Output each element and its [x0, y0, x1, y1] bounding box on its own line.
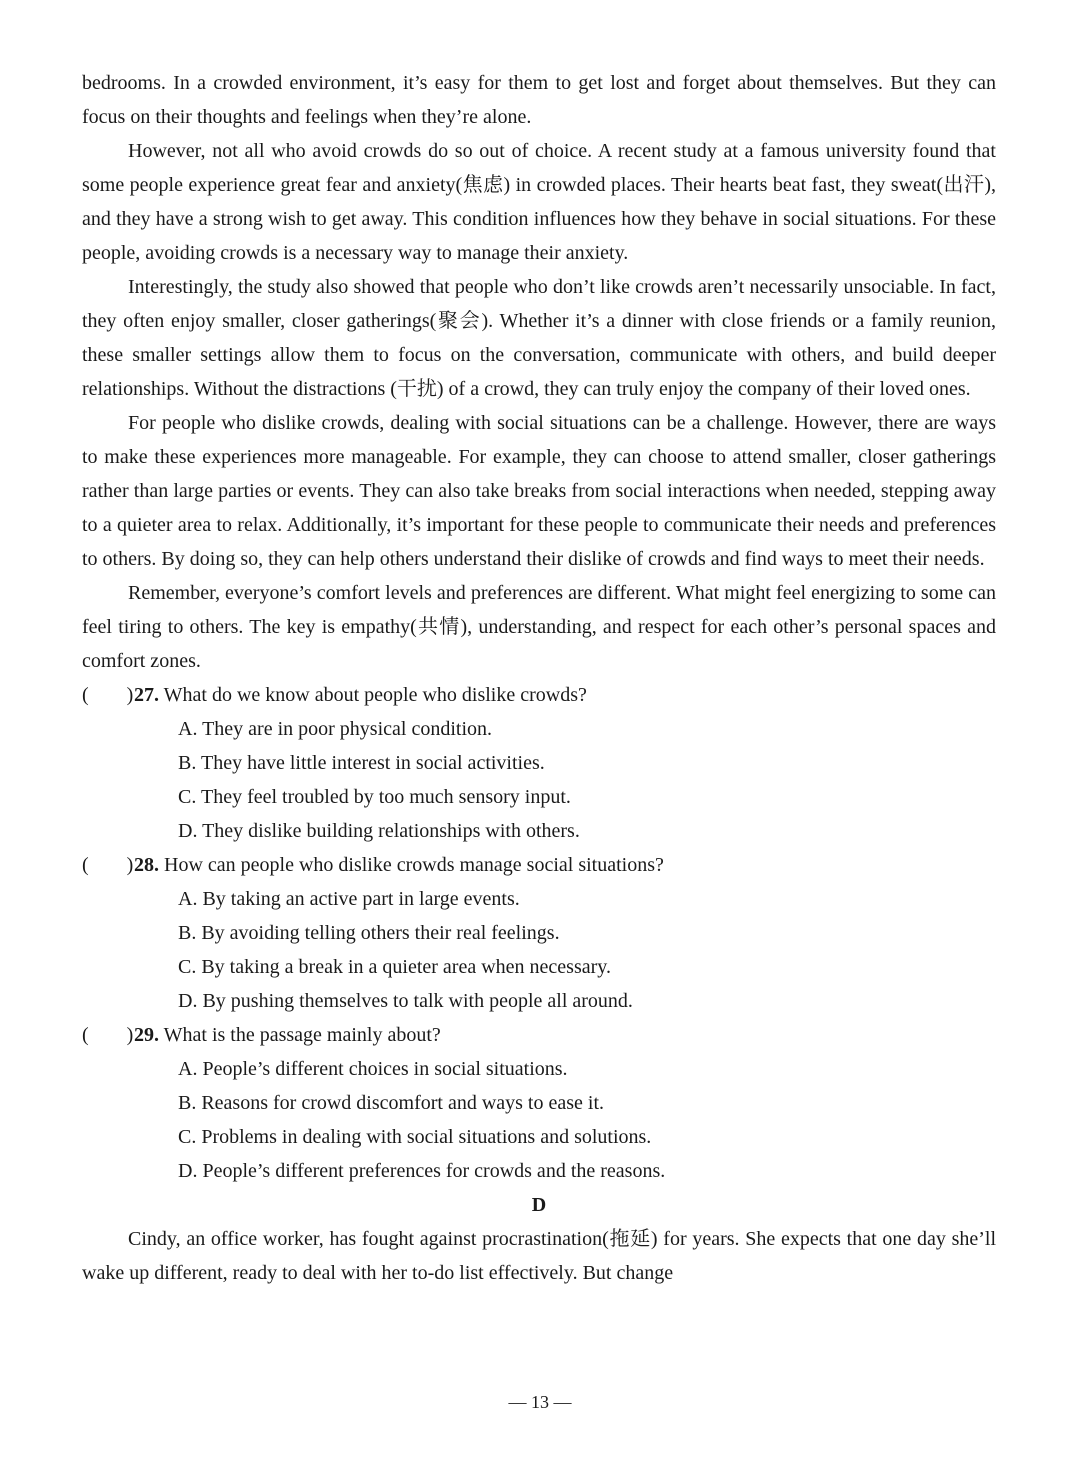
- answer-blank[interactable]: ( ): [82, 684, 134, 706]
- option-c: C. By taking a break in a quieter area when necessary.: [178, 956, 611, 978]
- question-28: [82, 848, 996, 1018]
- paragraph-however: However, not all who avoid crowds do so out of choice. A recent study at a famous university found that some people experience great fear and anxiety(焦虑) in crowded places. Their hearts beat fast, they sweat(出汗), and they have a strong wish to get away. This condition influences how they behave in social situations. For these people, avoiding crowds is a necessary way to manage their anxiety.: [82, 140, 996, 264]
- option-d: D. They dislike building relationships with others.: [178, 820, 580, 842]
- question-text: What is the passage mainly about?: [163, 1024, 441, 1046]
- question-text: What do we know about people who dislike crowds?: [163, 684, 587, 706]
- page-body: [82, 66, 996, 1290]
- paragraph-interestingly: Interestingly, the study also showed that people who don’t like crowds aren’t necessarily unsociable. In fact, they often enjoy smaller, closer gatherings(聚会). Whether it’s a dinner with close friends or a family reunion, these smaller settings allow them to focus on the conversation, communicate with others, and build deeper relationships. Without the distractions (干扰) of a crowd, they can truly enjoy the company of their loved ones.: [82, 276, 996, 400]
- section-heading-d: D: [531, 1194, 547, 1216]
- paragraph-continued: bedrooms. In a crowded environment, it’s easy for them to get lost and forget about themselves. But they can focus on their thoughts and feelings when they’re alone.: [82, 72, 996, 128]
- question-number: 27.: [134, 684, 159, 706]
- option-b: B. By avoiding telling others their real feelings.: [178, 922, 560, 944]
- answer-blank[interactable]: ( ): [82, 1024, 134, 1046]
- option-b: B. Reasons for crowd discomfort and ways to ease it.: [178, 1092, 605, 1114]
- option-a: A. By taking an active part in large events.: [178, 888, 520, 910]
- option-d: D. People’s different preferences for crowds and the reasons.: [178, 1160, 666, 1182]
- option-b: B. They have little interest in social activities.: [178, 752, 545, 774]
- option-a: A. They are in poor physical condition.: [178, 718, 493, 740]
- question-27: [82, 678, 996, 848]
- paragraph-dealing: For people who dislike crowds, dealing with social situations can be a challenge. However, there are ways to make these experiences more manageable. For example, they can choose to attend smaller, closer gatherings rather than large parties or events. They can also take breaks from social interactions when needed, stepping away to a quieter area to relax. Additionally, it’s important for these people to communicate their needs and preferences to others. By doing so, they can help others understand their dislike of crowds and find ways to meet their needs.: [82, 412, 996, 570]
- answer-blank[interactable]: ( ): [82, 854, 134, 876]
- paragraph-remember: Remember, everyone’s comfort levels and preferences are different. What might feel energizing to some can feel tiring to others. The key is empathy(共情), understanding, and respect for each other’s personal spaces and comfort zones.: [82, 582, 996, 672]
- question-29: [82, 1018, 996, 1188]
- option-c: C. Problems in dealing with social situations and solutions.: [178, 1126, 652, 1148]
- page-number: — 13 —: [508, 1392, 572, 1412]
- paragraph-cindy: Cindy, an office worker, has fought against procrastination(拖延) for years. She expects that one day she’ll wake up different, ready to deal with her to-do list effectively. But change: [82, 1228, 996, 1284]
- question-number: 28.: [134, 854, 159, 876]
- question-number: 29.: [134, 1024, 159, 1046]
- option-c: C. They feel troubled by too much sensory input.: [178, 786, 571, 808]
- question-text: How can people who dislike crowds manage social situations?: [164, 854, 664, 876]
- option-a: A. People’s different choices in social situations.: [178, 1058, 568, 1080]
- option-d: D. By pushing themselves to talk with people all around.: [178, 990, 633, 1012]
